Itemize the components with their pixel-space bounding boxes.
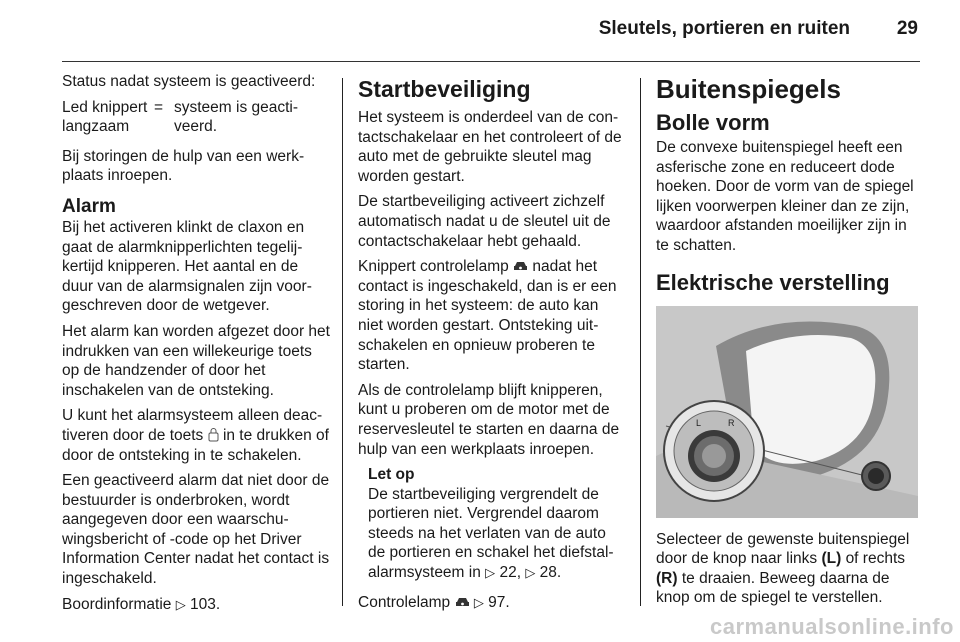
page-link[interactable]: 97. bbox=[488, 593, 510, 611]
immobilizer-lamp-icon bbox=[455, 595, 470, 608]
section-heading: Buitenspiegels bbox=[656, 74, 841, 104]
column-1 bbox=[62, 72, 330, 620]
column-divider bbox=[342, 78, 343, 606]
paragraph: De convexe buitenspiegel heeft een asferische zone en reduceert dode hoeken. Door de vorm van de spiegel lijken voorwerpen kleiner dan ze zijn, waardoor afstanden moeilijker zijn in te schatten. bbox=[656, 139, 914, 254]
subsection-heading: Elektrische verstelling bbox=[656, 269, 890, 295]
column-3 bbox=[656, 72, 922, 614]
status-intro: Status nadat systeem is geactiveerd: bbox=[62, 73, 316, 90]
page-number: 29 bbox=[896, 18, 918, 39]
status-value: systeem is geacti- veerd. bbox=[174, 98, 299, 136]
page-link[interactable]: 28. bbox=[539, 564, 562, 582]
boord-reference: Boordinformatie ▷ 103. bbox=[62, 595, 221, 613]
knob-left-label: L bbox=[696, 417, 702, 428]
status-label: Led knippert langzaam bbox=[62, 98, 148, 136]
alarm-paragraph bbox=[62, 406, 330, 465]
alarm-text: U kunt het alarmsysteem alleen deac- tiveren door de toets bbox=[62, 407, 323, 444]
status-table bbox=[62, 98, 330, 137]
subsection-heading: Bolle vorm bbox=[656, 110, 770, 135]
page-link[interactable]: 103. bbox=[190, 595, 221, 613]
control-reference: Controlelamp ▷ 97. bbox=[358, 593, 510, 611]
note-text: De startbeveiliging vergrendelt de portieren niet. Vergrendel daarom steeds na het verlaten van de auto de portieren en schakel het diefstal- alarmsysteem in ▷ 22, ▷ 28. bbox=[368, 485, 614, 582]
arrow-right-icon: ▷ bbox=[175, 596, 186, 612]
storing-text: Bij storingen de hulp van een werk- plaats inroepen. bbox=[62, 147, 305, 185]
mirror-adjust-figure bbox=[656, 306, 918, 518]
paragraph: Selecteer de gewenste buitenspiegel door de knop naar links (L) of rechts (R) te draaien. Beweeg daarna de knop om de spiegel te verstellen. bbox=[656, 530, 910, 607]
note-title: Let op bbox=[368, 466, 415, 484]
arrow-right-icon: ▷ bbox=[525, 565, 536, 581]
paragraph: Het systeem is onderdeel van de con- tactschakelaar en het controleert of de auto met de gebruikte sleutel mag worden gestart. bbox=[358, 109, 622, 185]
immobilizer-lamp-icon bbox=[513, 259, 528, 272]
note-box bbox=[368, 465, 624, 583]
header-rule bbox=[62, 61, 920, 62]
page-header-title: Sleutels, portieren en ruiten bbox=[598, 18, 850, 39]
page-link[interactable]: 22, bbox=[499, 564, 522, 582]
paragraph: De startbeveiliging activeert zichzelf automatisch nadat u de sleutel uit de contactschakelaar hebt gehaald. bbox=[358, 193, 611, 250]
watermark: carmanualsonline.info bbox=[710, 614, 954, 639]
alarm-paragraph: Bij het activeren klinkt de claxon en gaat de alarmknipperlichten tegelij- kertijd knipperen. Het aantal en de duur van de alarmsignalen zijn voor- geschreven door de wetgever. bbox=[62, 218, 312, 315]
column-2 bbox=[358, 72, 624, 618]
paragraph: Knippert controlelamp nadat het contact is ingeschakeld, dan is er een storing in het systeem: de auto kan niet worden gestart. Ontsteking uit- schakelen en opnieuw proberen te starten. bbox=[358, 258, 617, 374]
arrow-right-icon: ▷ bbox=[485, 565, 496, 581]
alarm-text: in te drukken of door de ontsteking in te schakelen. bbox=[62, 426, 329, 464]
paragraph: Als de controlelamp blijft knipperen, kunt u proberen om de motor met de reservesleutel te starten en daarna de hulp van een werkplaats inroepen. bbox=[358, 381, 620, 458]
knob-right-label: R bbox=[728, 417, 735, 428]
alarm-heading: Alarm bbox=[62, 195, 116, 217]
lock-button-icon bbox=[208, 427, 219, 442]
alarm-paragraph: Een geactiveerd alarm dat niet door de bestuurder is onderbroken, wordt aangegeven door een waarschu- wingsbericht of -code op het Driver Information Center nadat het contact is ingeschakeld. bbox=[62, 472, 330, 588]
column-divider bbox=[640, 78, 641, 606]
alarm-paragraph: Het alarm kan worden afgezet door het indrukken van een willekeurige toets op de handzender of door het inschakelen van de ontsteking. bbox=[62, 322, 330, 399]
section-heading: Startbeveiliging bbox=[358, 76, 531, 102]
arrow-right-icon: ▷ bbox=[473, 594, 484, 610]
status-equals: = bbox=[154, 98, 164, 116]
